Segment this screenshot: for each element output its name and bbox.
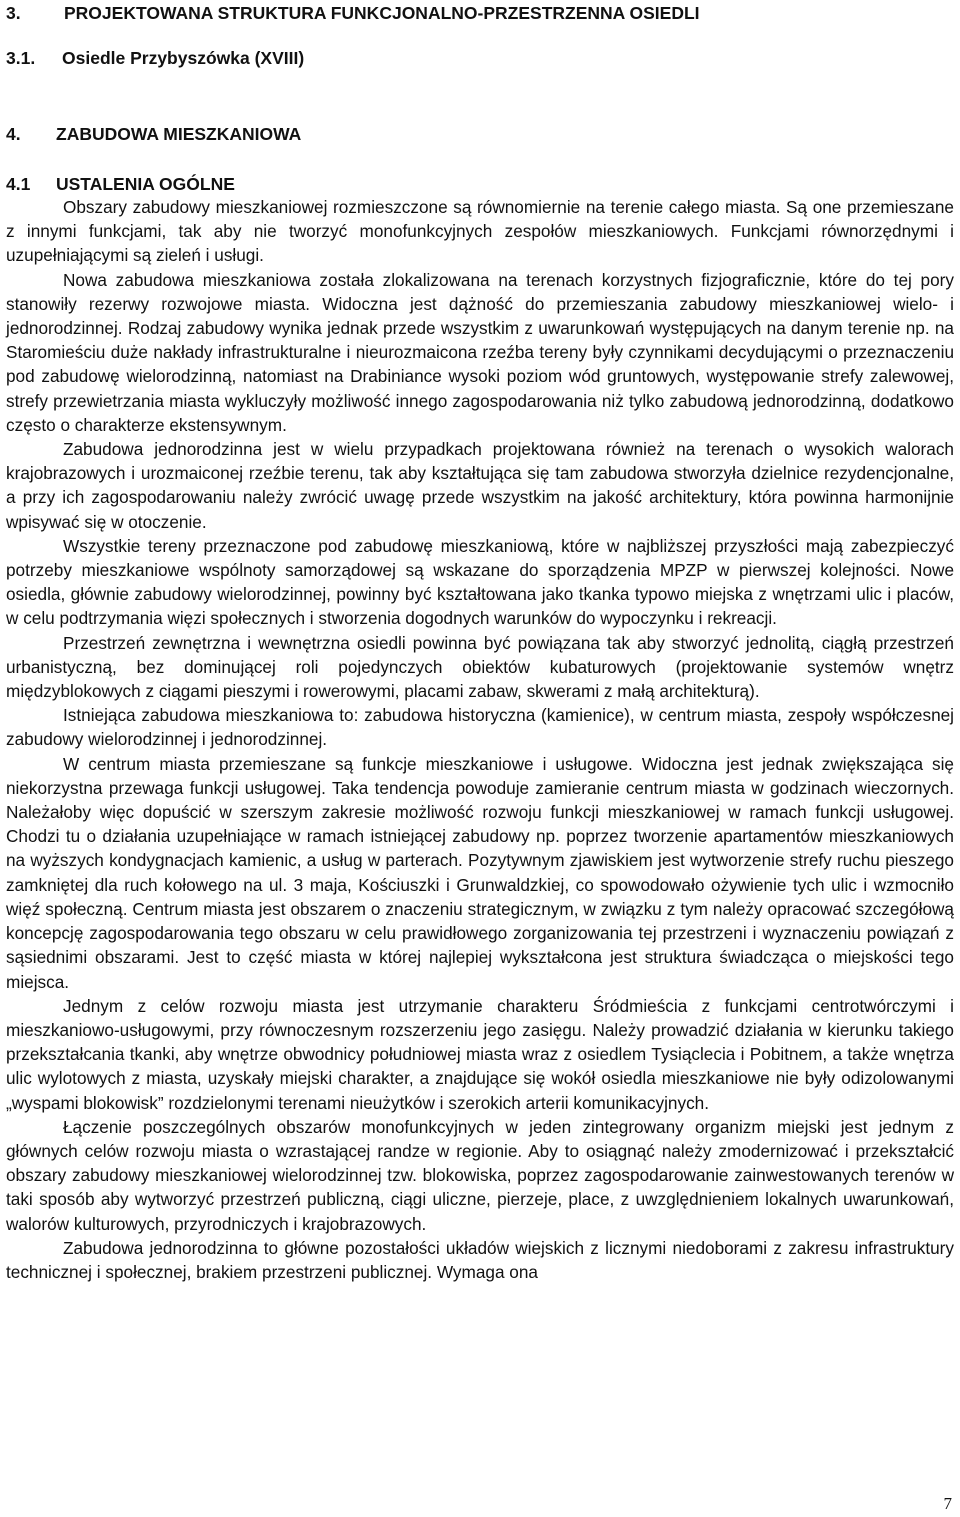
chapter-number: 3.	[6, 3, 21, 23]
chapter-heading-2	[6, 122, 301, 146]
chapter-title: PROJEKTOWANA STRUKTURA FUNKCJONALNO-PRZESTRZENNA OSIEDLI	[64, 3, 700, 23]
paragraph: Zabudowa jednorodzinna jest w wielu przypadkach projektowana również na terenach o wysokich walorach krajobrazowych i urozmaiconej rzeźbie terenu, tak aby kształtująca się tam zabudowa stworzyła dzielnice rezydencjonalne, a przy ich zagospodarowaniu należy zwrócić uwagę przede wszystkim na jakość architektury, która powinna harmonijnie wpisywać się w otoczenie.	[6, 439, 954, 532]
paragraph: Przestrzeń zewnętrzna i wewnętrzna osiedli powinna być powiązana tak aby stworzyć jednolitą, ciągłą przestrzeń urbanistyczną, bez dominującej roli pojedynczych obiektów kubaturowych (projektowanie systemów wnętrz międzyblokowych z ciągami pieszymi i rowerowymi, placami zabaw, skwerami z małą architekturą).	[6, 632, 954, 702]
page-number: 7	[943, 1494, 952, 1513]
paragraph: Łączenie poszczególnych obszarów monofunkcyjnych w jeden zintegrowany organizm miejski jest jednym z głównych celów rozwoju miasta o wzrastającej randze w regionie. Aby to osiągnąć należy zmodernizować i przekształcić obszary zabudowy mieszkaniowej wielorodzinnej tzw. blokowiska, poprzez zagospodarowanie zainwestowanych terenów w taki sposób aby wytworzyć przestrzeń publiczną, ciągi uliczne, pierzeje, place, z uwzględnieniem lokalnych uwarunkowań, walorów kulturowych, przyrodniczych i krajobrazowych.	[6, 1116, 954, 1234]
body-text	[6, 195, 954, 1284]
paragraph: Nowa zabudowa mieszkaniowa została zlokalizowana na terenach korzystnych fizjograficznie, które do tej pory stanowiły rezerwy rozwojowe miasta. Widoczna jest dążność do przemieszania zabudowy mieszkaniowej wielo- i jednorodzinnej. Rodzaj zabudowy wynika jednak przede wszystkim z uwarunkowań występujących na danym terenie np. na Staromieściu duże nakłady infrastrukturalne i nieurozmaicona rzeźba tereny były czynnikami decydującymi o przeznaczeniu pod zabudowę wielorodzinną, natomiast na Drabiniance wysoki poziom wód gruntowych, występowanie strefy zalewowej, strefy przewietrzania miasta wykluczyły możliwość innego zagospodarowania niż tylko zabudową jednorodzinną, dodatkowo często o charakterze ekstensywnym.	[6, 269, 954, 435]
chapter-number-2: 4.	[6, 124, 21, 144]
section-title: Osiedle Przybyszówka (XVIII)	[62, 48, 305, 68]
subsection-title: USTALENIA OGÓLNE	[56, 174, 235, 194]
paragraph: Obszary zabudowy mieszkaniowej rozmieszczone są równomiernie na terenie całego miasta. Są one przemieszane z innymi funkcjami, tak aby nie tworzyć monofunkcyjnych zespołów mieszkaniowych. Funkcjami równorzędnymi i uzupełniającymi są zieleń i usługi.	[6, 197, 954, 266]
paragraph: Istniejąca zabudowa mieszkaniowa to: zabudowa historyczna (kamienice), w centrum miasta, zespoły współczesnej zabudowy wielorodzinnej i jednorodzinnej.	[6, 705, 954, 750]
paragraph: Wszystkie tereny przeznaczone pod zabudowę mieszkaniową, które w najbliższej przyszłości mają zabezpieczyć potrzeby mieszkaniowe wspólnoty samorządowej są wskazane do sporządzenia MPZP w pierwszej kolejności. Nowe osiedla, głównie zabudowy wielorodzinnej, powinny być kształtowana jako tkanka typowo miejska z wnętrzami ulic i placów, w celu podtrzymania więzi społecznych i stworzenia dogodnych warunków do wypoczynku i rekreacji.	[6, 535, 954, 629]
subsection-number: 4.1	[6, 174, 31, 194]
chapter-heading	[6, 1, 700, 25]
chapter-title-2: ZABUDOWA MIESZKANIOWA	[56, 124, 302, 144]
section-heading	[6, 46, 304, 70]
paragraph: Jednym z celów rozwoju miasta jest utrzymanie charakteru Śródmieścia z funkcjami centrotwórczymi i mieszkaniowo-usługowymi, przy równoczesnym rozszerzeniu jego zasięgu. Należy prowadzić działania w kierunku takiego przekształcania tkanki, aby wnętrze obwodnicy południowej miasta wraz z osiedlem Tysiąclecia i Pobitnem, a także wnętrza ulic wylotowych z miasta, uzyskały miejski charakter, a znajdujące się wokół osiedla mieszkaniowe nie były odizolowanymi „wyspami blokowisk” rozdzielonymi terenami nieużytków i szerokich arterii komunikacyjnych.	[6, 995, 954, 1113]
subsection-heading	[6, 172, 235, 196]
section-number: 3.1.	[6, 48, 36, 68]
paragraph: W centrum miasta przemieszane są funkcje mieszkaniowe i usługowe. Widoczna jest jednak zwiększająca się niekorzystna przewaga funkcji usługowej. Taka tendencja powoduje zamieranie centrum miasta w godzinach wieczornych. Należałoby więc dopuścić w szerszym zakresie możliwość rozwoju funkcji mieszkaniowej w ramach funkcji usługowej. Chodzi tu o działania uzupełniające w ramach istniejącej zabudowy np. poprzez tworzenie apartamentów mieszkaniowych na wyższych kondygnacjach kamienic, a usług w parterach. Pozytywnym zjawiskiem jest wytworzenie strefy ruchu pieszego zamkniętej dla ruch kołowego na ul. 3 maja, Kościuszki i Grunwaldzkiej, co spowodowało ożywienie tych ulic i wzmocniło więź społeczną. Centrum miasta jest obszarem o znaczeniu strategicznym, w związku z tym należy opracować szczegółową koncepcję zagospodarowania tego obszaru w celu prawidłowego zorganizowania tej przestrzeni i wyznaczeniu powiązań z sąsiednimi obszarami. Jest to część miasta w której najlepiej wykształcona jest struktura świadcząca o miejskości tego miejsca.	[6, 753, 954, 992]
paragraph: Zabudowa jednorodzinna to główne pozostałości układów wiejskich z licznymi niedoborami z zakresu infrastruktury technicznej i społecznej, brakiem przestrzeni publicznej. Wymaga ona	[6, 1237, 954, 1282]
